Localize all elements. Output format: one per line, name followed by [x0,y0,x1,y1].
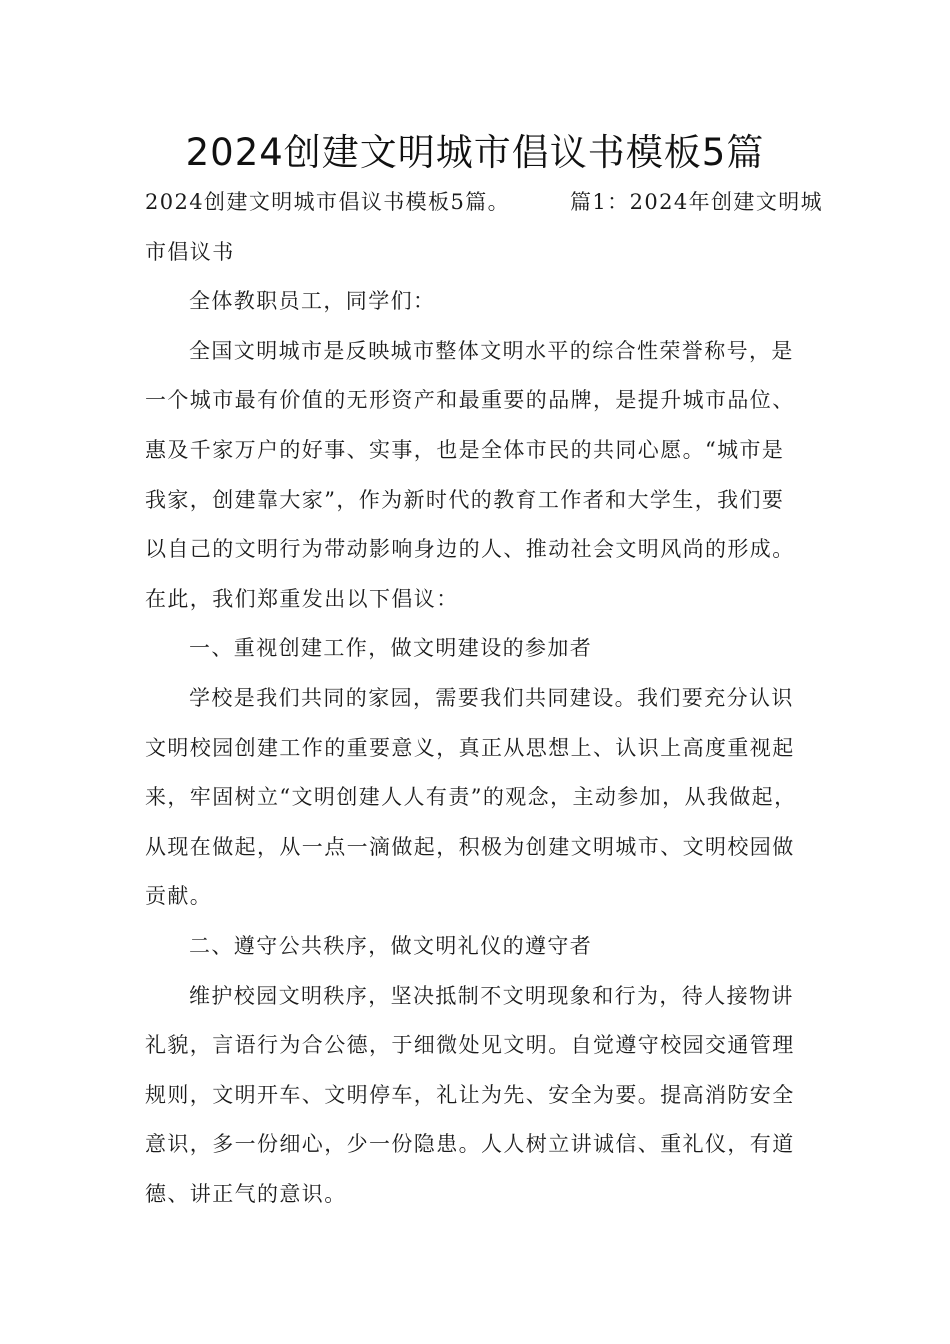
paragraph-3-line: 意识，多一份细心，少一份隐患。人人树立讲诚信、重礼仪，有道 [145,1132,795,1157]
paragraph-1-line: 我家，创建靠大家”，作为新时代的教育工作者和大学生，我们要 [145,487,785,512]
paragraph-2-line: 来，牢固树立“文明创建人人有责”的观念，主动参加，从我做起， [145,785,797,810]
paragraph-1-line: 在此，我们郑重发出以下倡议： [145,586,459,611]
paragraph-2-line: 从现在做起，从一点一滴做起，积极为创建文明城市、文明校园做 [145,834,795,859]
paragraph-1-line: 全国文明城市是反映城市整体文明水平的综合性荣誉称号，是 [189,338,794,363]
intro-text: 2024创建文明城市倡议书模板5篇。 [145,190,511,214]
chapter-heading: 篇1：2024年创建文明城 [570,190,824,214]
paragraph-2-line: 贡献。 [145,884,213,909]
document-title: 2024创建文明城市倡议书模板5篇 [185,131,765,174]
paragraph-3-line: 维护校园文明秩序，坚决抵制不文明现象和行为，待人接物讲 [189,983,794,1008]
paragraph-2-line: 文明校园创建工作的重要意义，真正从思想上、认识上高度重视起 [145,735,795,760]
paragraph-3-line: 规则，文明开车、文明停车，礼让为先、安全为要。提高消防安全 [145,1082,795,1107]
document-body [145,178,825,1219]
intro-line [145,178,825,228]
paragraph-1-line: 以自己的文明行为带动影响身边的人、推动社会文明风尚的形成。 [145,537,795,562]
paragraph-3-line: 礼貌，言语行为合公德，于细微处见文明。自觉遵守校园交通管理 [145,1033,795,1058]
section-heading-1: 一、重视创建工作，做文明建设的参加者 [189,636,593,661]
section-heading-2: 二、遵守公共秩序，做文明礼仪的遵守者 [189,933,593,958]
salutation: 全体教职员工，同学们： [189,289,436,314]
paragraph-3 [145,972,825,1220]
paragraph-1 [145,327,825,625]
paragraph-2 [145,674,825,922]
chapter-heading-continued: 市倡议书 [145,239,235,264]
paragraph-1-line: 惠及千家万户的好事、实事，也是全体市民的共同心愿。“城市是 [145,437,785,462]
paragraph-3-line: 德、讲正气的意识。 [145,1181,347,1206]
paragraph-2-line: 学校是我们共同的家园，需要我们共同建设。我们要充分认识 [189,685,794,710]
paragraph-1-line: 一个城市最有价值的无形资产和最重要的品牌，是提升城市品位、 [145,388,795,413]
